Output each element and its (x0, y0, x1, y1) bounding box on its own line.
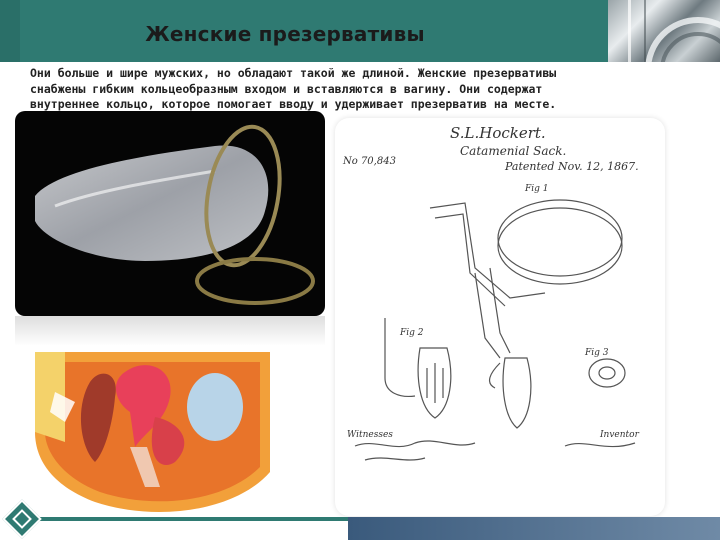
patent-date: Patented Nov. 12, 1867. (505, 160, 639, 173)
body-line: снабжены гибким кольцеобразным входом и вставляются в вагину. Они содержат (30, 81, 543, 96)
witnesses-label: Witnesses (347, 430, 393, 440)
patent-number: No 70,843 (343, 156, 396, 167)
female-condom-photo (15, 111, 325, 316)
patent-drawing (335, 118, 665, 516)
body-line: Они больше и шире мужских, но обладают такой же длиной. Женские презервативы (30, 66, 557, 80)
corner-decoration (608, 0, 720, 62)
patent-author: S.L.Hockert. (450, 124, 546, 142)
fig1-label: Fig 1 (525, 184, 549, 194)
slide-title: Женские презервативы (145, 22, 425, 46)
anatomy-illustration (35, 352, 270, 517)
fig3-label: Fig 3 (585, 348, 609, 358)
body-line: внутреннее кольцо, которое помогает вводу и удерживает презерватив на месте. (30, 97, 557, 111)
fig2-label: Fig 2 (400, 328, 424, 338)
slide-body-text (30, 66, 696, 113)
photo-reflection (15, 316, 325, 346)
patent-sketch (335, 118, 665, 516)
footer-gradient-panel (348, 517, 720, 540)
patent-device: Catamenial Sack. (460, 144, 567, 158)
pelvic-cross-section (35, 352, 270, 517)
condom-illustration (15, 111, 325, 316)
corner-swirl-graphic (608, 0, 720, 62)
inventor-label: Inventor (600, 430, 639, 440)
